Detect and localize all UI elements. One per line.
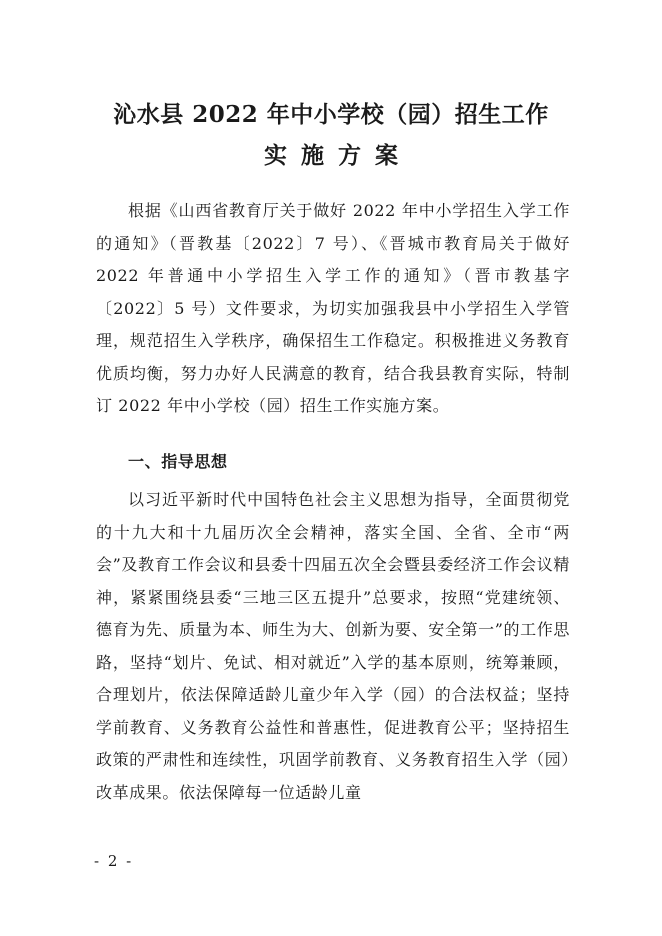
guiding-ideology-paragraph: 以习近平新时代中国特色社会主义思想为指导，全面贯彻党的十九大和十九届历次全会精神，落实全国、全省、全市“两会”及教育工作会议和县委十四届五次全会暨县委经济工作会议精神，紧紧围绕县委“三地三区五提升”总要求，按照“党建统领、德育为先、质量为本、师生为大、创新为要、安全第一”的工作思路，坚持“划片、免试、相对就近”入学的基本原则，统筹兼顾，合理划片，依法保障适龄儿童少年入学（园）的合法权益；坚持学前教育、义务教育公益性和普惠性，促进教育公平；坚持招生政策的严肃性和连续性，巩固学前教育、义务教育招生入学（园）改革成果。依法保障每一位适龄儿童 [96, 490, 570, 802]
intro-paragraph: 根据《山西省教育厅关于做好 2022 年中小学招生入学工作的通知》（晋教基〔2022〕7 号）、《晋城市教育局关于做好 2022 年普通中小学招生入学工作的通知》（晋市教基字〔2022〕5 号）文件要求，为切实加强我县中小学招生入学管理，规范招生入学秩序，确保招生工作稳定。积极推进义务教育优质均衡，努力办好人民满意的教育，结合我县教育实际，特制订 2022 年中小学校（园）招生工作实施方案。 [96, 201, 570, 415]
section-heading-guiding-ideology: 一、指导思想 [128, 452, 228, 471]
intro-paragraph-block [96, 195, 570, 423]
page-number: - 2 - [94, 852, 134, 870]
document-title: 沁水县 2022 年中小学校（园）招生工作 [113, 101, 549, 128]
guiding-ideology-paragraph-block [96, 484, 570, 809]
document-subtitle: 实施方案 [264, 142, 412, 169]
